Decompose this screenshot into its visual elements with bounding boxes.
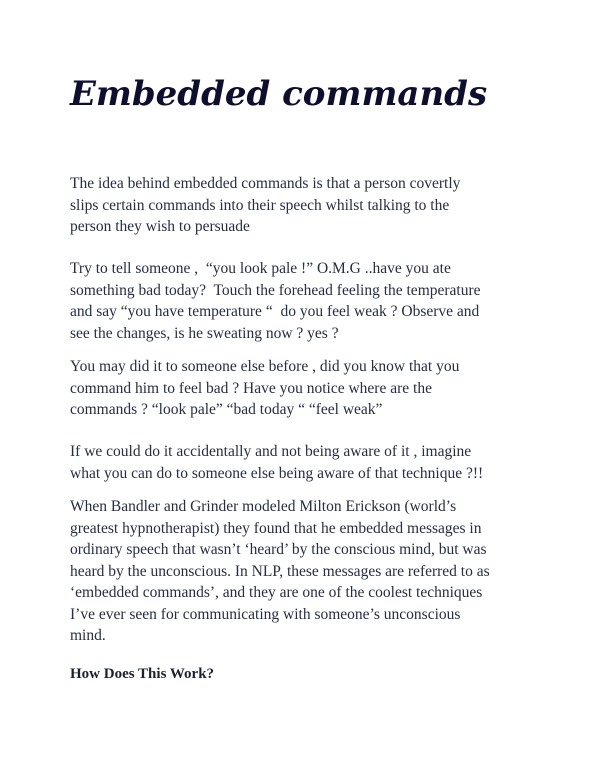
paragraph-line: something bad today? Touch the forehead feeling the temperature xyxy=(70,281,481,299)
paragraph-line: and say “you have temperature “ do you feel weak ? Observe and xyxy=(70,303,480,320)
paragraph-line: commands ? “look pale” “bad today “ “feel weak” xyxy=(70,401,383,418)
paragraph-line: what you can do to someone else being aware of that technique ?!! xyxy=(70,464,484,482)
paragraph-milton-erickson xyxy=(70,496,530,647)
document-title: Embedded commands xyxy=(70,74,488,114)
paragraph-line: greatest hypnotherapist) they found that he embedded messages in xyxy=(70,519,482,537)
paragraph-line: command him to feel bad ? Have you notice where are the xyxy=(70,379,432,397)
paragraph-line: ‘embedded commands’, and they are one of the coolest techniques xyxy=(70,584,483,601)
paragraph-commands xyxy=(70,356,530,421)
paragraph-line: mind. xyxy=(70,627,106,644)
paragraph-intro xyxy=(70,173,530,238)
paragraph-line: The idea behind embedded commands is that a person covertly xyxy=(70,175,461,192)
paragraph-line: I’ve ever seen for communicating with someone’s unconscious xyxy=(70,605,461,623)
paragraph-line: If we could do it accidentally and not being aware of it , imagine xyxy=(70,443,472,460)
paragraph-line: heard by the unconscious. In NLP, these messages are referred to as xyxy=(70,562,490,580)
paragraph-line: ordinary speech that wasn’t ‘heard’ by the conscious mind, but was xyxy=(70,541,487,558)
paragraph-line: You may did it to someone else before , did you know that you xyxy=(70,358,460,375)
paragraph-awareness xyxy=(70,441,530,484)
paragraph-line: person they wish to persuade xyxy=(70,218,250,235)
paragraph-example xyxy=(70,258,530,344)
paragraph-line: slips certain commands into their speech whilst talking to the xyxy=(70,196,450,214)
paragraph-line: When Bandler and Grinder modeled Milton Erickson (world’s xyxy=(70,498,457,515)
section-heading: How Does This Work? xyxy=(70,666,215,682)
paragraph-line: Try to tell someone , “you look pale !” O.M.G ..have you ate xyxy=(70,260,451,277)
paragraph-line: see the changes, is he sweating now ? yes ? xyxy=(70,324,339,342)
